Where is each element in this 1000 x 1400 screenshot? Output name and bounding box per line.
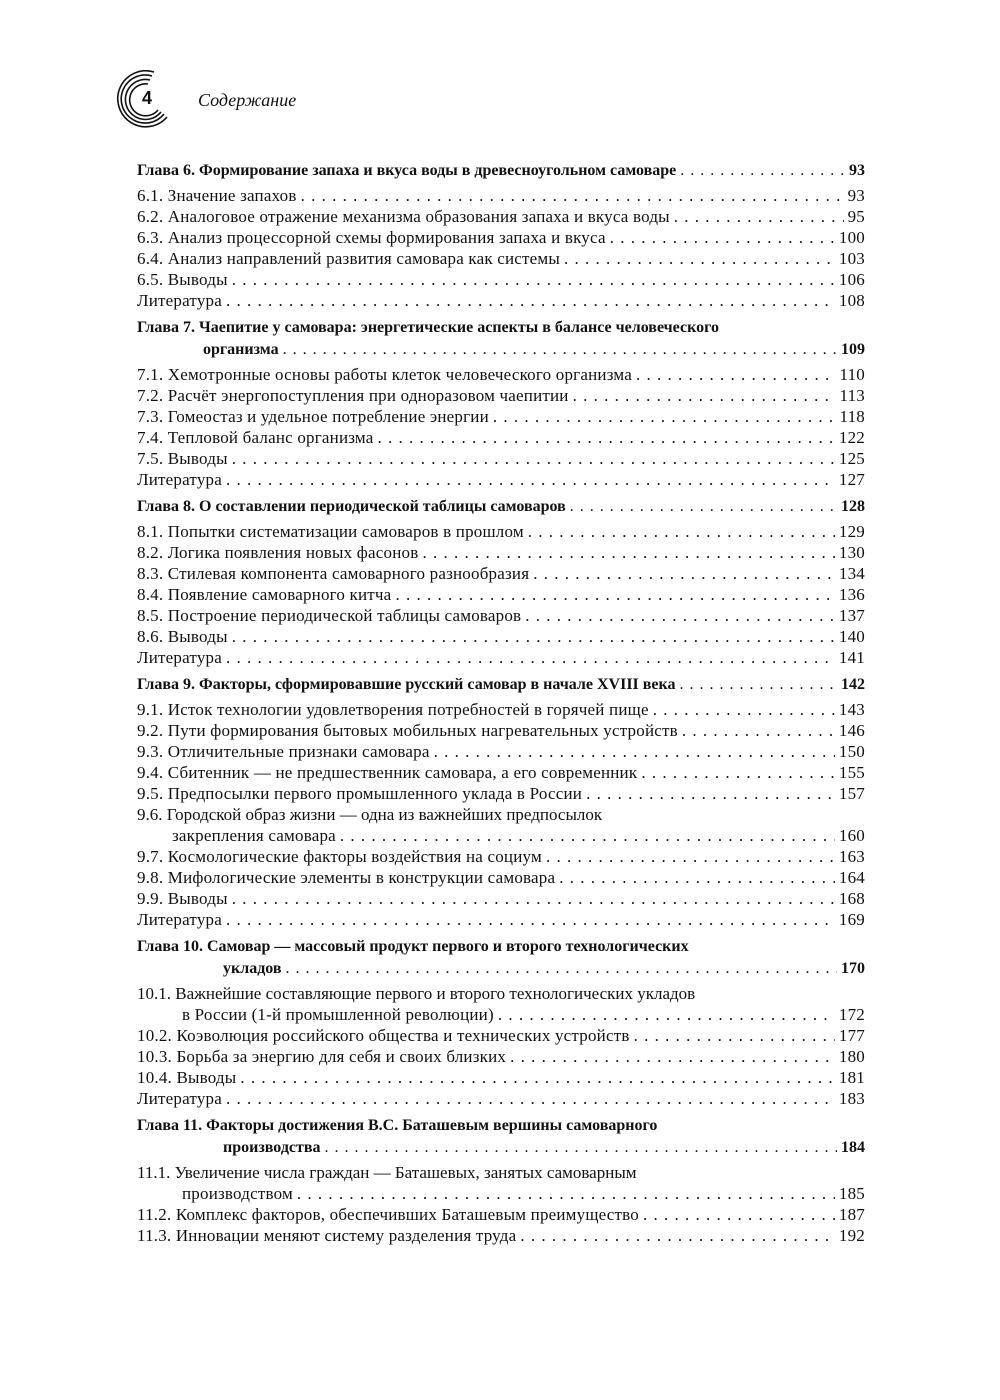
entry-title: Литература [137, 470, 222, 489]
leader-dots [570, 496, 837, 518]
page-ref: 134 [838, 564, 865, 583]
chapter-11 [137, 1115, 865, 1246]
entry-title: 9.3. Отличительные признаки самовара [137, 742, 430, 761]
page-ref: 100 [838, 228, 865, 247]
leader-dots [498, 1004, 835, 1025]
concentric-arcs-icon [112, 70, 168, 130]
chapter-title: Глава 9. Факторы, сформировавшие русский самовар в начале XVIII века [137, 676, 676, 693]
toc-entry [137, 269, 865, 290]
leader-dots [559, 867, 835, 888]
entry-title: 7.5. Выводы [137, 449, 228, 468]
page-ref: 169 [838, 910, 865, 929]
chapter-9 [137, 674, 865, 930]
leader-dots [520, 1225, 834, 1246]
page-ref: 155 [838, 763, 865, 782]
page-ref: 129 [838, 522, 865, 541]
leader-dots [422, 542, 834, 563]
chapter-title: организма [203, 341, 279, 358]
page-ref: 93 [849, 162, 865, 179]
toc-entry [137, 626, 865, 647]
toc-entry [137, 1025, 865, 1046]
leader-dots [226, 647, 835, 668]
entry-title: 6.2. Аналоговое отражение механизма образования запаха и вкуса воды [137, 207, 670, 226]
chapter-title-line1: Глава 10. Самовар — массовый продукт первого и второго технологических [137, 938, 689, 955]
entry-title: 7.4. Тепловой баланс организма [137, 428, 374, 447]
page-ref: 108 [838, 291, 865, 310]
toc-entry [137, 846, 865, 867]
chapter-6 [137, 160, 865, 311]
entry-title: Литература [137, 910, 222, 929]
toc-entry [137, 605, 865, 626]
page-ref: 180 [838, 1047, 865, 1066]
entry-title: 6.3. Анализ процессорной схемы формирования запаха и вкуса [137, 228, 606, 247]
page-ref: 118 [839, 407, 865, 426]
toc-entry [137, 406, 865, 427]
page-ref: 160 [838, 826, 865, 845]
leader-dots [610, 227, 835, 248]
toc-entry [137, 469, 865, 490]
leader-dots [232, 626, 835, 647]
toc-entry [137, 1067, 865, 1088]
page-ref: 163 [838, 847, 865, 866]
toc-entry [137, 909, 865, 930]
toc-entry [137, 783, 865, 804]
toc-entry [137, 448, 865, 469]
leader-dots [232, 888, 835, 909]
entry-title: 6.5. Выводы [137, 270, 228, 289]
toc-entry [137, 741, 865, 762]
toc-entry [137, 647, 865, 668]
entry-title: 9.1. Исток технологии удовлетворения потребностей в горячей пище [137, 700, 649, 719]
toc-entry [137, 227, 865, 248]
leader-dots [564, 248, 835, 269]
leader-dots [283, 339, 837, 361]
leader-dots [226, 1088, 835, 1109]
leader-dots [226, 469, 835, 490]
chapter-heading [137, 674, 865, 696]
page-ref: 170 [841, 960, 865, 977]
leader-dots [232, 269, 835, 290]
page-ref: 140 [838, 627, 865, 646]
leader-dots [528, 521, 835, 542]
entry-title: 10.4. Выводы [137, 1068, 237, 1087]
chapter-title: производства [223, 1139, 321, 1156]
chapter-title: Глава 8. О составлении периодической таблицы самоваров [137, 498, 566, 515]
leader-dots [325, 1137, 837, 1159]
toc-entry [137, 1088, 865, 1109]
entry-title: 6.4. Анализ направлений развития самовара как системы [137, 249, 560, 268]
entry-title: 7.1. Хемотронные основы работы клеток человеческого организма [137, 365, 632, 384]
chapter-title-line1: Глава 11. Факторы достижения В.С. Баташевым вершины самоварного [137, 1117, 658, 1134]
page-number: 4 [142, 88, 153, 108]
entry-title: 9.4. Сбитенник — не предшественник самовара, а его современник [137, 763, 638, 782]
page-ref: 168 [838, 889, 865, 908]
chapter-7 [137, 317, 865, 490]
entry-title: 7.2. Расчёт энергопоступления при одноразовом чаепитии [137, 386, 569, 405]
chapter-title: Глава 6. Формирование запаха и вкуса воды в древесноугольном самоваре [137, 162, 677, 179]
page-ref: 110 [839, 365, 865, 384]
leader-dots [240, 1067, 834, 1088]
entry-title: 9.8. Мифологические элементы в конструкции самовара [137, 868, 556, 887]
entry-title: 8.5. Построение периодической таблицы самоваров [137, 606, 522, 625]
entry-title: Литература [137, 1089, 222, 1108]
toc-entry [137, 385, 865, 406]
page-ref: 103 [838, 249, 865, 268]
page-ref: 122 [838, 428, 865, 447]
leader-dots [643, 1204, 835, 1225]
toc-entry [137, 1046, 865, 1067]
leader-dots [493, 406, 836, 427]
entry-title: 10.3. Борьба за энергию для себя и своих близких [137, 1047, 507, 1066]
toc-entry [137, 888, 865, 909]
page-ref: 128 [841, 498, 865, 515]
toc-entry [137, 1225, 865, 1246]
leader-dots [680, 160, 845, 182]
page-ref: 113 [839, 386, 865, 405]
leader-dots [226, 909, 835, 930]
toc-entry [137, 521, 865, 542]
page-ref: 146 [838, 721, 865, 740]
entry-title: закрепления самовара [172, 826, 336, 845]
entry-title: 9.7. Космологические факторы воздействия на социум [137, 847, 542, 866]
entry-title: 11.3. Инновации меняют систему разделения труда [137, 1226, 517, 1245]
leader-dots [641, 762, 835, 783]
page-ref: 187 [838, 1205, 865, 1224]
toc-entry [137, 720, 865, 741]
chapter-heading [137, 496, 865, 518]
page-ref: 183 [838, 1089, 865, 1108]
leader-dots [226, 290, 835, 311]
leader-dots [434, 741, 835, 762]
entry-title: Литература [137, 291, 222, 310]
page-ref: 185 [838, 1184, 865, 1203]
entry-title: 7.3. Гомеостаз и удельное потребление энергии [137, 407, 489, 426]
page-ref: 192 [838, 1226, 865, 1245]
toc-entry [137, 825, 865, 846]
toc-entry [137, 248, 865, 269]
leader-dots [679, 674, 837, 696]
leader-dots [395, 584, 834, 605]
entry-title: 10.2. Коэволюция российского общества и технических устройств [137, 1026, 630, 1045]
page-ref: 95 [847, 207, 865, 226]
leader-dots [286, 958, 837, 980]
leader-dots [586, 783, 835, 804]
page-ref: 109 [841, 341, 865, 358]
entry-title: Литература [137, 648, 222, 667]
chapter-title-line1: Глава 7. Чаепитие у самовара: энергетические аспекты в балансе человеческого [137, 319, 719, 336]
toc-entry [137, 542, 865, 563]
entry-title: 8.6. Выводы [137, 627, 228, 646]
entry-title-line1: 9.6. Городской образ жизни — одна из важнейших предпосылок [137, 805, 603, 824]
page-ref: 150 [838, 742, 865, 761]
table-of-contents [137, 160, 865, 1252]
page-ref: 142 [841, 676, 865, 693]
leader-dots [232, 448, 835, 469]
chapter-8 [137, 496, 865, 668]
toc-entry [137, 206, 865, 227]
toc-entry [137, 762, 865, 783]
page-ref: 157 [838, 784, 865, 803]
toc-entry [137, 699, 865, 720]
toc-entry [137, 290, 865, 311]
chapter-title: укладов [223, 960, 282, 977]
leader-dots [378, 427, 835, 448]
toc-entry [137, 1004, 865, 1025]
leader-dots [636, 364, 836, 385]
toc-entry [137, 427, 865, 448]
entry-title: 6.1. Значение запахов [137, 186, 297, 205]
page-ref: 172 [838, 1005, 865, 1024]
leader-dots [525, 605, 835, 626]
page-ref: 127 [838, 470, 865, 489]
entry-title: 8.2. Логика появления новых фасонов [137, 543, 419, 562]
toc-entry [137, 563, 865, 584]
entry-title: 9.5. Предпосылки первого промышленного уклада в России [137, 784, 583, 803]
entry-title: 9.2. Пути формирования бытовых мобильных нагревательных устройств [137, 721, 678, 740]
leader-dots [546, 846, 835, 867]
page-ref: 106 [838, 270, 865, 289]
page-ref: 177 [838, 1026, 865, 1045]
page-ref: 184 [841, 1139, 865, 1156]
chapter-heading [137, 339, 865, 361]
toc-entry [137, 867, 865, 888]
leader-dots [674, 206, 844, 227]
page-ref: 141 [838, 648, 865, 667]
leader-dots [653, 699, 835, 720]
entry-title: 8.1. Попытки систематизации самоваров в прошлом [137, 522, 524, 541]
chapter-heading [137, 958, 865, 980]
leader-dots [297, 1183, 835, 1204]
page-ref: 93 [847, 186, 865, 205]
chapter-heading [137, 1137, 865, 1159]
toc-entry [137, 185, 865, 206]
leader-dots [340, 825, 835, 846]
toc-entry [137, 1204, 865, 1225]
page-ref: 143 [838, 700, 865, 719]
toc-entry [137, 1183, 865, 1204]
page-ref: 181 [838, 1068, 865, 1087]
entry-title: 9.9. Выводы [137, 889, 228, 908]
entry-title: в России (1-й промышленной революции) [182, 1005, 494, 1024]
entry-title: производством [182, 1184, 293, 1203]
leader-dots [301, 185, 844, 206]
page-ref: 125 [838, 449, 865, 468]
page-header [112, 70, 872, 140]
chapter-10 [137, 936, 865, 1109]
entry-title: 8.4. Появление самоварного китча [137, 585, 392, 604]
leader-dots [510, 1046, 835, 1067]
leader-dots [682, 720, 835, 741]
entry-title-line1: 10.1. Важнейшие составляющие первого и второго технологических укладов [137, 984, 696, 1003]
page-ref: 137 [838, 606, 865, 625]
page-ref: 130 [838, 543, 865, 562]
page-ref: 136 [838, 585, 865, 604]
toc-entry [137, 584, 865, 605]
entry-title: 8.3. Стилевая компонента самоварного разнообразия [137, 564, 530, 583]
leader-dots [533, 563, 835, 584]
leader-dots [634, 1025, 835, 1046]
page-ref: 164 [838, 868, 865, 887]
chapter-heading [137, 160, 865, 182]
entry-title: 11.2. Комплекс факторов, обеспечивших Баташевым преимущество [137, 1205, 639, 1224]
leader-dots [573, 385, 836, 406]
entry-title-line1: 11.1. Увеличение числа граждан — Баташевых, занятых самоварным [137, 1163, 637, 1182]
running-header-title: Содержание [198, 90, 297, 110]
toc-entry [137, 364, 865, 385]
